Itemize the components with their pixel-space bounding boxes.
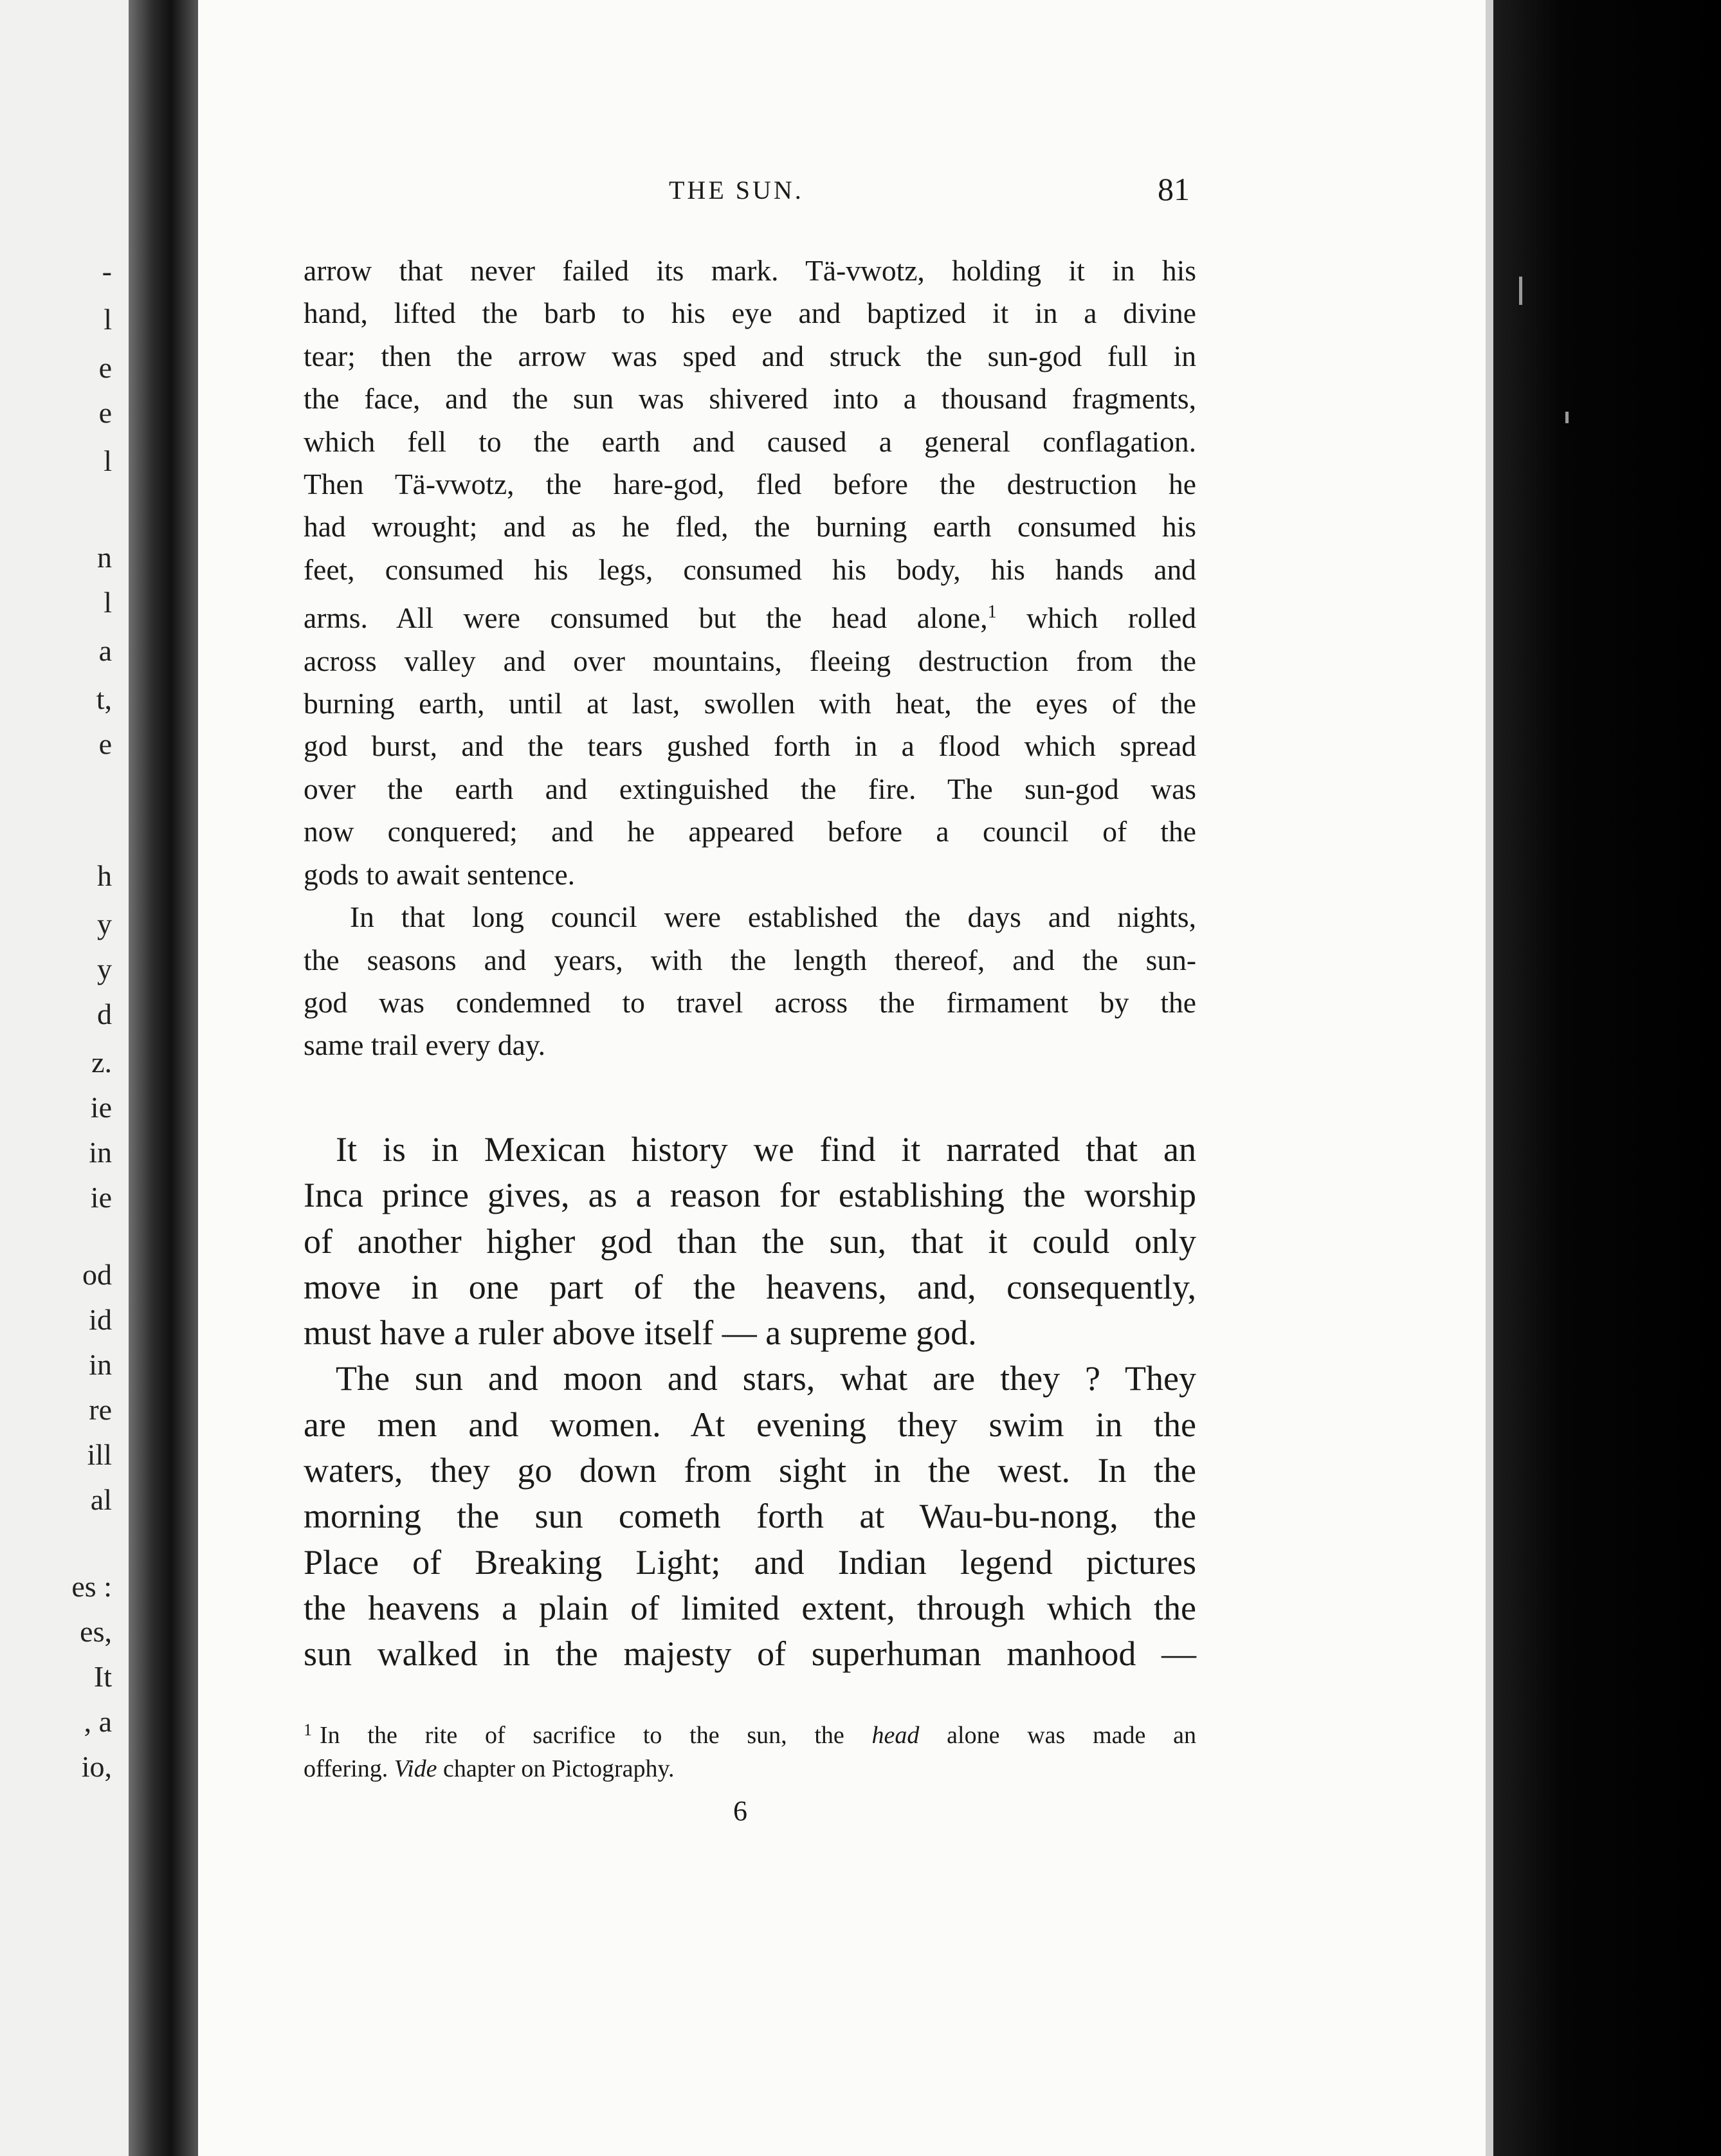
text-line: are men and women. At evening they swim in the: [304, 1405, 1196, 1444]
facing-page-fragment: y: [97, 953, 112, 985]
text-fragment: which rolled: [996, 601, 1197, 635]
facing-page-fragment: n: [97, 541, 112, 574]
text-line: tear; then the arrow was sped and struck the sun-god full in: [304, 339, 1196, 372]
text-line: Place of Breaking Light; and Indian legend pictures: [304, 1542, 1196, 1582]
book-gutter: [129, 0, 199, 2156]
passage-tavwotz: [304, 250, 1196, 1067]
scan-speck: [1519, 277, 1522, 305]
text-fragment: chapter on Pictography.: [437, 1755, 675, 1782]
facing-page-fragment: es,: [80, 1615, 112, 1648]
page-edge: [1486, 0, 1493, 2156]
text-fragment: arms. All were consumed but the head alone,: [304, 601, 988, 635]
text-line: now conquered; and he appeared before a council of the: [304, 815, 1196, 848]
text-fragment-italic: Vide: [394, 1755, 437, 1782]
facing-page-fragment: -: [102, 255, 112, 288]
text-line: In that long council were established the days and nights,: [350, 900, 1196, 934]
footnote-reference: 1: [987, 602, 997, 623]
facing-page: [0, 0, 129, 2156]
running-head: THE SUN.: [669, 176, 804, 205]
text-line: same trail every day.: [304, 1028, 546, 1062]
text-fragment: offering.: [304, 1755, 394, 1782]
facing-page-fragment: , a: [84, 1705, 112, 1738]
facing-page-fragment: It: [93, 1660, 112, 1693]
text-line: had wrought; and as he fled, the burning earth consumed his: [304, 510, 1196, 544]
scan-background: [1493, 0, 1721, 2156]
text-line: sun walked in the majesty of superhuman manhood —: [304, 1634, 1196, 1674]
text-line: Then Tä-vwotz, the hare-god, fled before the destruction he: [304, 468, 1196, 501]
text-line: morning the sun cometh forth at Wau-bu-nong, the: [304, 1497, 1196, 1536]
text-line: god was condemned to travel across the firmament by the: [304, 985, 1196, 1019]
facing-page-fragment: ie: [90, 1181, 112, 1214]
page-number: 81: [1158, 171, 1190, 207]
text-line: god burst, and the tears gushed forth in a flood which spread: [304, 729, 1196, 763]
text-line: The sun and moon and stars, what are they ? They: [336, 1359, 1196, 1398]
text-line: waters, they go down from sight in the west. In the: [304, 1451, 1196, 1490]
facing-page-fragment: t,: [96, 682, 112, 715]
facing-page-fragment: es :: [71, 1570, 112, 1603]
text-fragment-italic: head: [871, 1722, 920, 1749]
text-line: gods to await sentence.: [304, 857, 576, 891]
text-line: across valley and over mountains, fleeing destruction from the: [304, 644, 1196, 677]
facing-page-fragment: l: [104, 586, 112, 619]
facing-page-fragment: e: [98, 351, 112, 384]
passage-inca-prince: [304, 1127, 1196, 1677]
facing-page-fragment: y: [97, 908, 112, 940]
facing-page-fragment: d: [97, 998, 112, 1030]
facing-page-fragment: in: [89, 1136, 112, 1169]
facing-page-fragment: e: [98, 396, 112, 429]
text-line: the heavens a plain of limited extent, through which the: [304, 1588, 1196, 1627]
text-line: Inca prince gives, as a reason for establishing the worship: [304, 1176, 1196, 1215]
text-line: It is in Mexican history we find it narrated that an: [336, 1130, 1196, 1169]
text-line: arrow that never failed its mark. Tä-vwotz, holding it in his: [304, 254, 1196, 287]
footnote-line: [304, 1752, 1196, 1786]
text-line: the face, and the sun was shivered into a thousand fragments,: [304, 382, 1196, 416]
facing-page-fragment: od: [82, 1258, 112, 1291]
facing-page-fragment: id: [89, 1303, 112, 1336]
facing-page-fragment: io,: [81, 1750, 112, 1783]
facing-page-fragment: in: [89, 1348, 112, 1381]
text-line: hand, lifted the barb to his eye and baptized it in a divine: [304, 297, 1196, 330]
text-line: of another higher god than the sun, that it could only: [304, 1221, 1196, 1261]
text-fragment: In the rite of sacrifice to the sun, the: [320, 1722, 872, 1749]
text-line: feet, consumed his legs, consumed his body, his hands and: [304, 553, 1196, 586]
footnote-line: [304, 1713, 1196, 1752]
facing-page-fragment: a: [98, 634, 112, 667]
facing-page-fragment: al: [90, 1483, 112, 1516]
text-line: which fell to the earth and caused a general conflagation.: [304, 425, 1196, 458]
text-line: over the earth and extinguished the fire. The sun-god was: [304, 772, 1196, 805]
footnote-marker: 1: [304, 1721, 312, 1739]
facing-page-fragment: h: [97, 859, 112, 892]
text-line-with-footnote-ref: [304, 591, 1196, 639]
text-line: move in one part of the heavens, and, consequently,: [304, 1267, 1196, 1306]
facing-page-fragment: ill: [87, 1438, 112, 1471]
signature-mark: 6: [733, 1795, 747, 1827]
text-line: the seasons and years, with the length thereof, and the sun-: [304, 943, 1196, 976]
text-line: burning earth, until at last, swollen with heat, the eyes of the: [304, 687, 1196, 720]
text-line: must have a ruler above itself — a supreme god.: [304, 1313, 977, 1353]
facing-page-fragment: ie: [90, 1091, 112, 1124]
text-fragment: alone was made an: [919, 1722, 1196, 1749]
facing-page-fragment: e: [98, 727, 112, 760]
footnote: [304, 1713, 1196, 1786]
facing-page-fragment: re: [89, 1393, 112, 1426]
scan-speck: [1565, 412, 1569, 423]
facing-page-fragment: z.: [91, 1046, 112, 1079]
facing-page-fragment: l: [104, 444, 112, 477]
facing-page-fragment: l: [104, 303, 112, 336]
